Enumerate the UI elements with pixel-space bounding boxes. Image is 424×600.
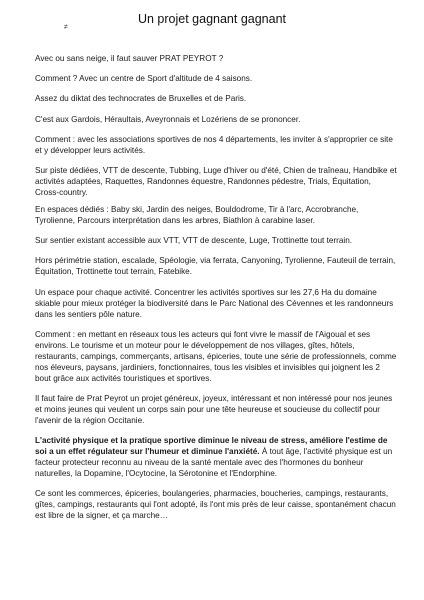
paragraph-generous-project: Il faut faire de Prat Peyrot un projet généreux, joyeux, intéressant et non intéressé pour nos jeunes et moins jeunes qui veulent un corps sain pour une tête heureuse et soucieuse du collectif pour l'avenir de la région Occitanie.: [35, 393, 393, 425]
paragraph-physical-activity: [35, 435, 397, 479]
statement-continuation: À tout âge, l'activité physique est un facteur protecteur reconnu au niveau de la santé mentale avec des l'hormones du bonheur naturelles, la Dopamine, l'Ocytocine, la Sérotonine et l'Endorphine.: [35, 447, 393, 479]
paragraph-dedicated-spaces: En espaces dédiés : Baby ski, Jardin des neiges, Bouldodrome, Tir à l'arc, Accrobranche, Tyrolienne, Parcours interprétation dans les arbres, Biathlon à carabine laser.: [35, 204, 359, 225]
page-title: Un projet gagnant gagnant: [137, 12, 287, 26]
paragraph-question: Avec ou sans neige, il faut sauver PRAT PEYROT ?: [35, 54, 224, 63]
paragraph-dedicated-tracks: Sur piste dédiées, VTT de descente, Tubbing, Luge d'hiver ou d'été, Chien de traîneau, Handbike et activités adaptées, Raquettes, Randonnes équestre, Randonnes pédestre, Trials, Équitation, Cross-country.: [35, 165, 397, 197]
paragraph-diktat: Assez du diktat des technocrates de Bruxelles et de Paris.: [35, 94, 247, 104]
paragraph-outside-station: Hors périmétrie station, escalade, Spéologie, via ferrata, Canyoning, Tyrolienne, Fauteuil de terrain, Équitation, Trottinette tout terrain, Fatebike.: [35, 256, 396, 277]
paragraph-existing-trail: Sur sentier existant accessible aux VTT, VTT de descente, Luge, Trottinette tout terrain.: [35, 236, 353, 246]
paragraph-associations: Comment : avec les associations sportives de nos 4 départements, les inviter à s'approprier ce site et y développer leurs activités.: [35, 134, 393, 155]
bold-statement: L'activité physique et la pratique sportive diminue le niveau de stress, améliore l'estime de soi a un effet régulateur sur l'humeur et diminue l'anxiété.: [35, 436, 388, 457]
document-body: [35, 53, 397, 530]
paragraph-answer: Comment ? Avec un centre de Sport d'altitude de 4 saisons.: [35, 74, 253, 84]
paragraph-one-space: Un espace pour chaque activité. Concentrer les activités sportives sur les 27,6 Ha du domaine skiable pour mieux protéger la biodiversité dans le Parc National des Cévennes et les randonneurs dans les sentiers pôle nature.: [35, 287, 394, 319]
paragraph-commerces: Ce sont les commerces, épiceries, boulangeries, pharmacies, boucheries, campings, restaurants, gîtes, campings, restaurants qui l'ont adopté, ils l'ont mis près de leur caisse, spontanément chacun est libre de la signer, et ça marche…: [35, 489, 396, 521]
handwritten-mark: ≠: [64, 24, 68, 31]
paragraph-departments: C'est aux Gardois, Héraultais, Aveyronnais et Lozériens de se prononcer.: [35, 114, 301, 124]
paragraph-network: Comment : en mettant en réseaux tous les acteurs qui font vivre le massif de l'Aigoual et ses environs. Le tourisme et un moteur pour le développement de nos villages, gîtes, hôtels, restaurants, campings, commerçants, artisans, épiceries, toute une série de professionnels, comme nos éleveurs, paysans, jardiniers, fonctionnaires, tous les visibles et invisibles qui joignent les 2 bout grâce aux activités touristiques et sportives.: [35, 329, 397, 383]
